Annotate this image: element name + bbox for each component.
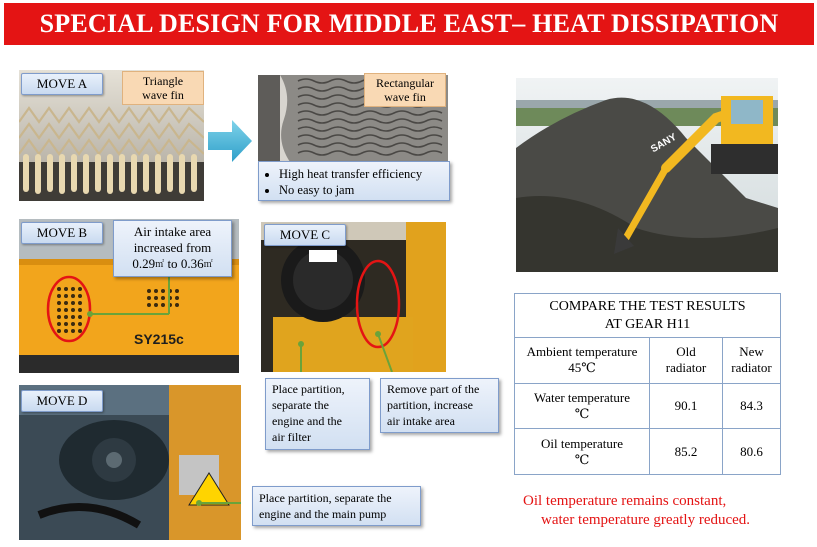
table-row bbox=[515, 383, 781, 429]
move-b-tag: MOVE B bbox=[21, 222, 103, 244]
conclusion-line-2: water temperature greatly reduced. bbox=[541, 512, 751, 528]
benefit-item: • High heat transfer efficiency bbox=[279, 166, 443, 182]
old-value: 90.1 bbox=[650, 383, 723, 429]
row-label: Water temperature ℃ bbox=[515, 383, 650, 429]
row-label: Oil temperature ℃ bbox=[515, 429, 650, 475]
move-d-tag: MOVE D bbox=[21, 390, 103, 412]
old-value: 85.2 bbox=[650, 429, 723, 475]
ambient-temperature-cell: Ambient temperature 45℃ bbox=[515, 338, 650, 384]
results-table bbox=[514, 337, 781, 475]
arrow-right-icon bbox=[208, 120, 252, 162]
conclusion-line-1: Oil temperature remains constant, bbox=[523, 493, 727, 509]
move-c-tag: MOVE C bbox=[264, 224, 346, 246]
remove-partition-callout: Remove part of the partition, increase air intake area bbox=[380, 378, 499, 433]
column-header-new: New radiator bbox=[723, 338, 781, 384]
page-title: SPECIAL DESIGN FOR MIDDLE EAST– HEAT DISSIPATION bbox=[4, 3, 814, 45]
excavator-model-label: SY215c bbox=[134, 331, 184, 347]
excavator-digging-photo bbox=[516, 78, 778, 272]
partition-filter-callout: Place partition, separate the engine and the air filter bbox=[265, 378, 370, 450]
area-unit: ㎡ bbox=[155, 259, 165, 269]
triangle-fin-label: Triangle wave fin bbox=[122, 71, 204, 105]
move-a-tag: MOVE A bbox=[21, 73, 103, 95]
sany-logo: SANY bbox=[649, 131, 679, 156]
results-title: COMPARE THE TEST RESULTS AT GEAR H11 bbox=[514, 293, 781, 338]
new-value: 84.3 bbox=[723, 383, 781, 429]
column-header-old: Old radiator bbox=[650, 338, 723, 384]
table-row bbox=[515, 338, 781, 384]
pump-partition-callout: Place partition, separate the engine and the main pump bbox=[252, 486, 421, 526]
air-intake-callout: Air intake area increased from 0.29㎡ to 0.36㎡ bbox=[113, 220, 232, 277]
area-to-value: 0.36 bbox=[180, 256, 204, 271]
area-unit: ㎡ bbox=[203, 259, 213, 269]
rectangular-fin-label: Rectangular wave fin bbox=[364, 73, 446, 107]
table-row bbox=[515, 429, 781, 475]
benefit-item: • No easy to jam bbox=[279, 182, 443, 198]
area-from-value: 0.29 bbox=[132, 256, 156, 271]
new-value: 80.6 bbox=[723, 429, 781, 475]
rectangular-fin-benefits bbox=[258, 161, 450, 201]
